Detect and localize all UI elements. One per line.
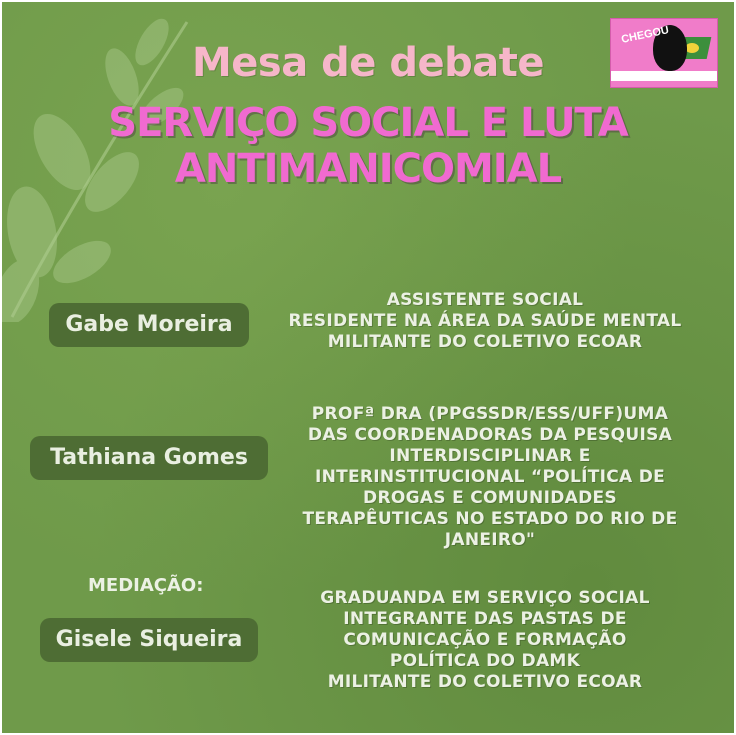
description-line: GRADUANDA EM SERVIÇO SOCIAL [320,588,650,608]
speaker-description [280,588,690,693]
description-line: PROFª DRA (PPGSSDR/ESS/UFF)UMA [311,404,669,424]
logo-bottom-text: A NOSSA VEZ [633,71,701,82]
mediation-label: MEDIAÇÃO: [88,575,204,596]
logo-top-text: CHEGOU [620,24,671,46]
main-title-line2: ANTIMANICOMIAL [174,146,562,192]
description-line: RESIDENTE NA ÁREA DA SAÚDE MENTAL [288,311,682,331]
description-line: TERAPÊUTICAS NO ESTADO DO RIO DE [302,509,678,529]
main-title [40,100,696,192]
speaker-name-pill: Tathiana Gomes [30,436,268,480]
description-line: MILITANTE DO COLETIVO ECOAR [327,332,643,352]
description-line: DAS COORDENADORAS DA PESQUISA [307,425,673,445]
description-line: MILITANTE DO COLETIVO ECOAR [327,672,643,692]
main-title-line1: SERVIÇO SOCIAL E LUTA [108,100,628,146]
speaker-description [280,404,700,551]
speaker-description [270,290,700,353]
description-line: INTERDISCIPLINAR E [389,446,591,466]
description-line: DROGAS E COMUNIDADES [363,488,617,508]
speaker-name-pill: Gabe Moreira [49,303,249,347]
description-line: INTEGRANTE DAS PASTAS DE [343,609,627,629]
description-line: COMUNICAÇÃO E FORMAÇÃO [343,630,627,650]
description-line: JANEIRO" [444,530,536,550]
description-line: INTERINSTITUCIONAL “POLÍTICA DE [314,467,666,487]
speaker-name-pill: Gisele Siqueira [40,618,258,662]
description-line: ASSISTENTE SOCIAL [386,290,584,310]
description-line: POLÍTICA DO DAMK [389,651,581,671]
subtitle: Mesa de debate [192,40,544,86]
